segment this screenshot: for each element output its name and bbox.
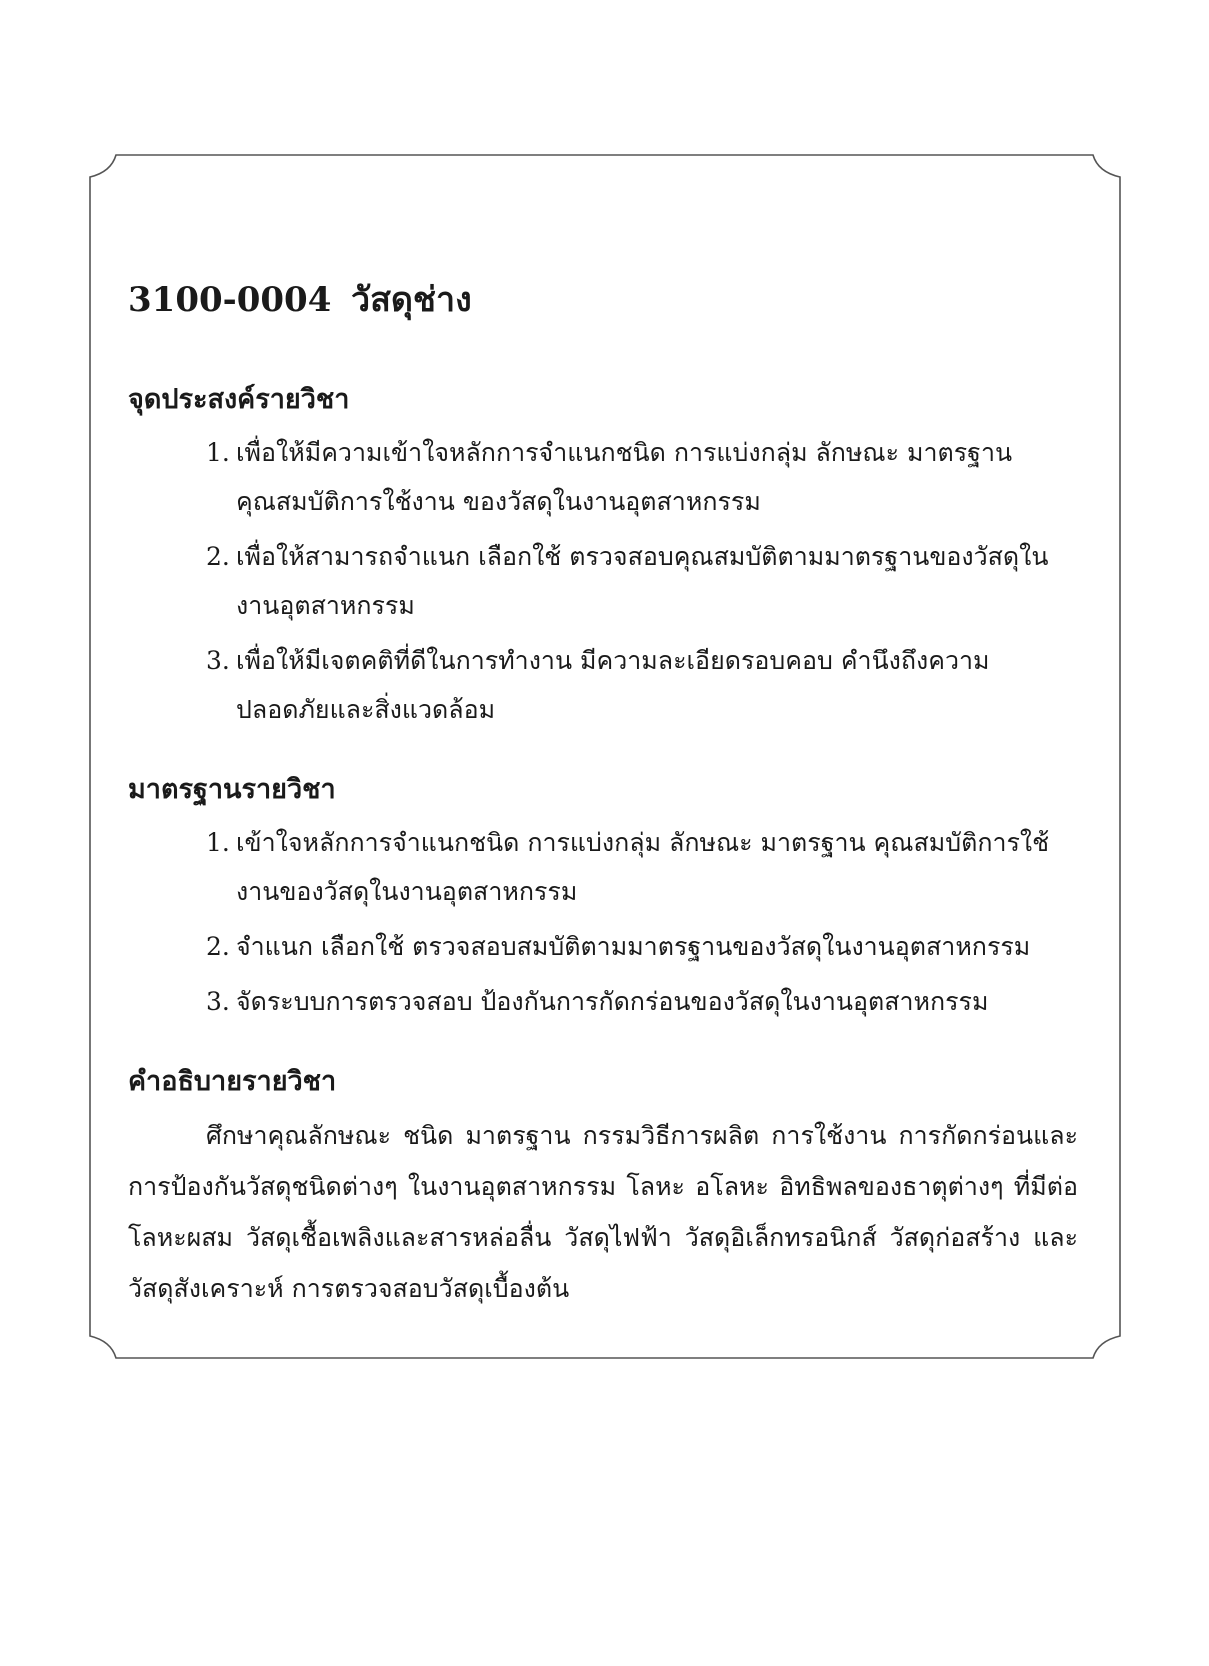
list-item [128,922,1078,971]
item-text: เพื่อให้สามารถจำแนก เลือกใช้ ตรวจสอบคุณสมบัติตามมาตรฐานของวัสดุในงานอุตสาหกรรม [236,542,1049,620]
standards-heading: มาตรฐานรายวิชา [128,774,336,805]
item-text: เข้าใจหลักการจำแนกชนิด การแบ่งกลุ่ม ลักษณะ มาตรฐาน คุณสมบัติการใช้งานของวัสดุในงานอุตสาหกรรม [236,828,1050,906]
item-number: 2. [206,932,230,961]
item-number: 3. [206,987,230,1016]
item-number: 1. [206,438,230,467]
list-item [128,977,1078,1026]
list-item [128,636,1078,734]
standards-section [128,768,1078,1026]
item-number: 3. [206,646,230,675]
list-item [128,532,1078,630]
description-section [128,1060,1078,1314]
description-text: ศึกษาคุณลักษณะ ชนิด มาตรฐาน กรรมวิธีการผลิต การใช้งาน การกัดกร่อนและการป้องกันวัสดุชนิดต่างๆ ในงานอุตสาหกรรม โลหะ อโลหะ อิทธิพลของธาตุต่างๆ ที่มีต่อโลหะผสม วัสดุเชื้อเพลิงและสารหล่อลื่น วัสดุไฟฟ้า วัสดุอิเล็กทรอนิกส์ วัสดุก่อสร้าง และวัสดุสังเคราะห์ การตรวจสอบวัสดุเบื้องต้น [128,1121,1078,1303]
course-name: วัสดุช่าง [351,280,472,320]
list-item [128,818,1078,916]
objectives-section [128,378,1078,734]
item-text: จัดระบบการตรวจสอบ ป้องกันการกัดกร่อนของวัสดุในงานอุตสาหกรรม [236,987,989,1016]
course-code: 3100-0004 [128,280,332,320]
item-number: 2. [206,542,230,571]
course-title [128,272,1078,326]
item-text: เพื่อให้มีความเข้าใจหลักการจำแนกชนิด การแบ่งกลุ่ม ลักษณะ มาตรฐาน คุณสมบัติการใช้งาน ของวัสดุในงานอุตสาหกรรม [236,438,1013,516]
objectives-list [128,428,1078,734]
objectives-heading: จุดประสงค์รายวิชา [128,384,350,415]
item-text: เพื่อให้มีเจตคติที่ดีในการทำงาน มีความละเอียดรอบคอบ คำนึงถึงความปลอดภัยและสิ่งแวดล้อม [236,646,990,724]
list-item [128,428,1078,526]
item-text: จำแนก เลือกใช้ ตรวจสอบสมบัติตามมาตรฐานของวัสดุในงานอุตสาหกรรม [236,932,1031,961]
standards-list [128,818,1078,1026]
description-heading: คำอธิบายรายวิชา [128,1066,337,1097]
item-number: 1. [206,828,230,857]
course-sheet [128,272,1078,1348]
